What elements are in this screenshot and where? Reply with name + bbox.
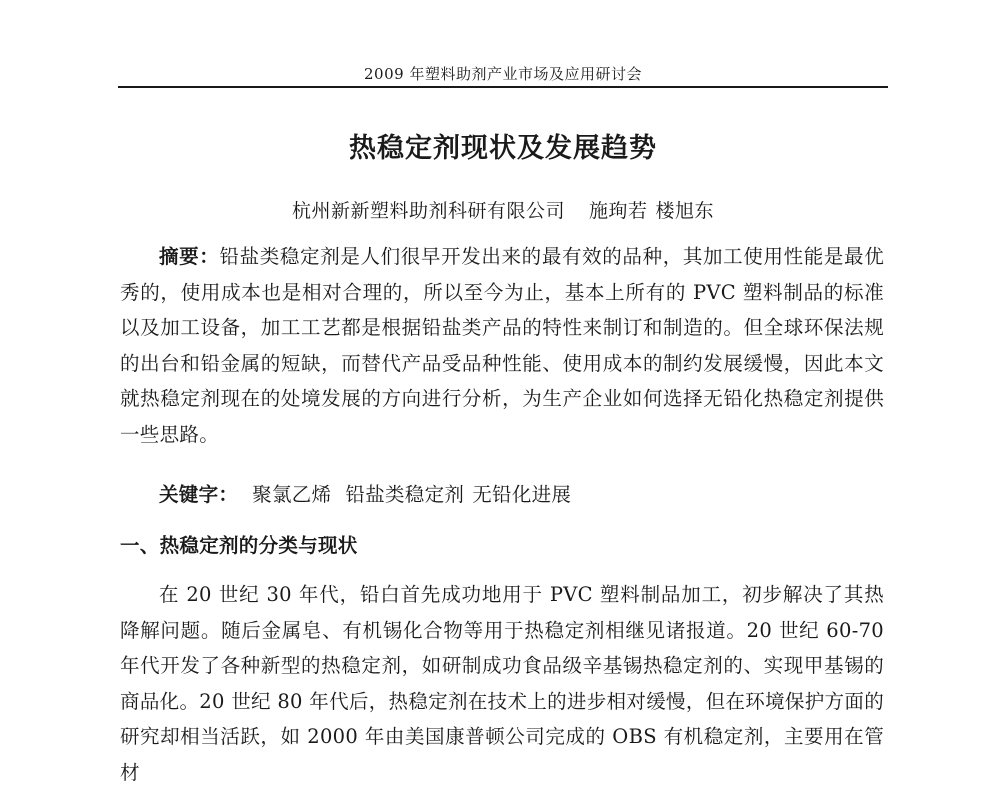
affiliation: 杭州新新塑料助剂科研有限公司 (291, 200, 565, 222)
keywords-label: 关键字： (159, 483, 239, 506)
keyword: 聚氯乙烯 (252, 483, 332, 506)
author-name: 楼旭东 (655, 200, 715, 222)
abstract-text: 铅盐类稳定剂是人们很早开发出来的最有效的品种，其加工使用性能是最优秀的，使用成本也是相对合理的，所以至今为止，基本上所有的 PVC 塑料制品的标准以及加工设备，加工工艺都是根据铅盐类产品的特性来制订和制造的。但全球环保法规的出台和铅金属的短缺，而替代产品受品种性能、使用成本的制约发展缓慢，因此本文就热稳定剂现在的处境发展的方向进行分析，为生产企业如何选择无铅化热稳定剂提供一些思路。 (120, 245, 884, 446)
header-rule (118, 86, 888, 88)
abstract-label: 摘要： (159, 245, 220, 268)
keywords (159, 479, 571, 511)
section-heading: 一、热稳定剂的分类与现状 (120, 534, 358, 557)
paper-title: 热稳定剂现状及发展趋势 (349, 133, 657, 164)
running-header: 2009 年塑料助剂产业市场及应用研讨会 (364, 65, 642, 83)
author-line (118, 197, 888, 225)
body-paragraph: 在 20 世纪 30 年代，铅白首先成功地用于 PVC 塑料制品加工，初步解决了其热降解问题。随后金属皂、有机锡化合物等用于热稳定剂相继见诸报道。20 世纪 60-70 年代开发了各种新型的热稳定剂，如研制成功食品级辛基锡热稳定剂的、实现甲基锡的商品化。20 世纪 80 年代后，热稳定剂在技术上的进步相对缓慢，但在环境保护方面的研究却相当活跃，如 2000 年由美国康普顿公司完成的 OBS 有机稳定剂，主要用在管材 (120, 583, 884, 784)
keyword: 无铅化进展 (472, 483, 572, 506)
abstract (120, 239, 884, 453)
keyword: 铅盐类稳定剂 (345, 483, 465, 506)
author-name: 施珣若 (588, 200, 648, 222)
